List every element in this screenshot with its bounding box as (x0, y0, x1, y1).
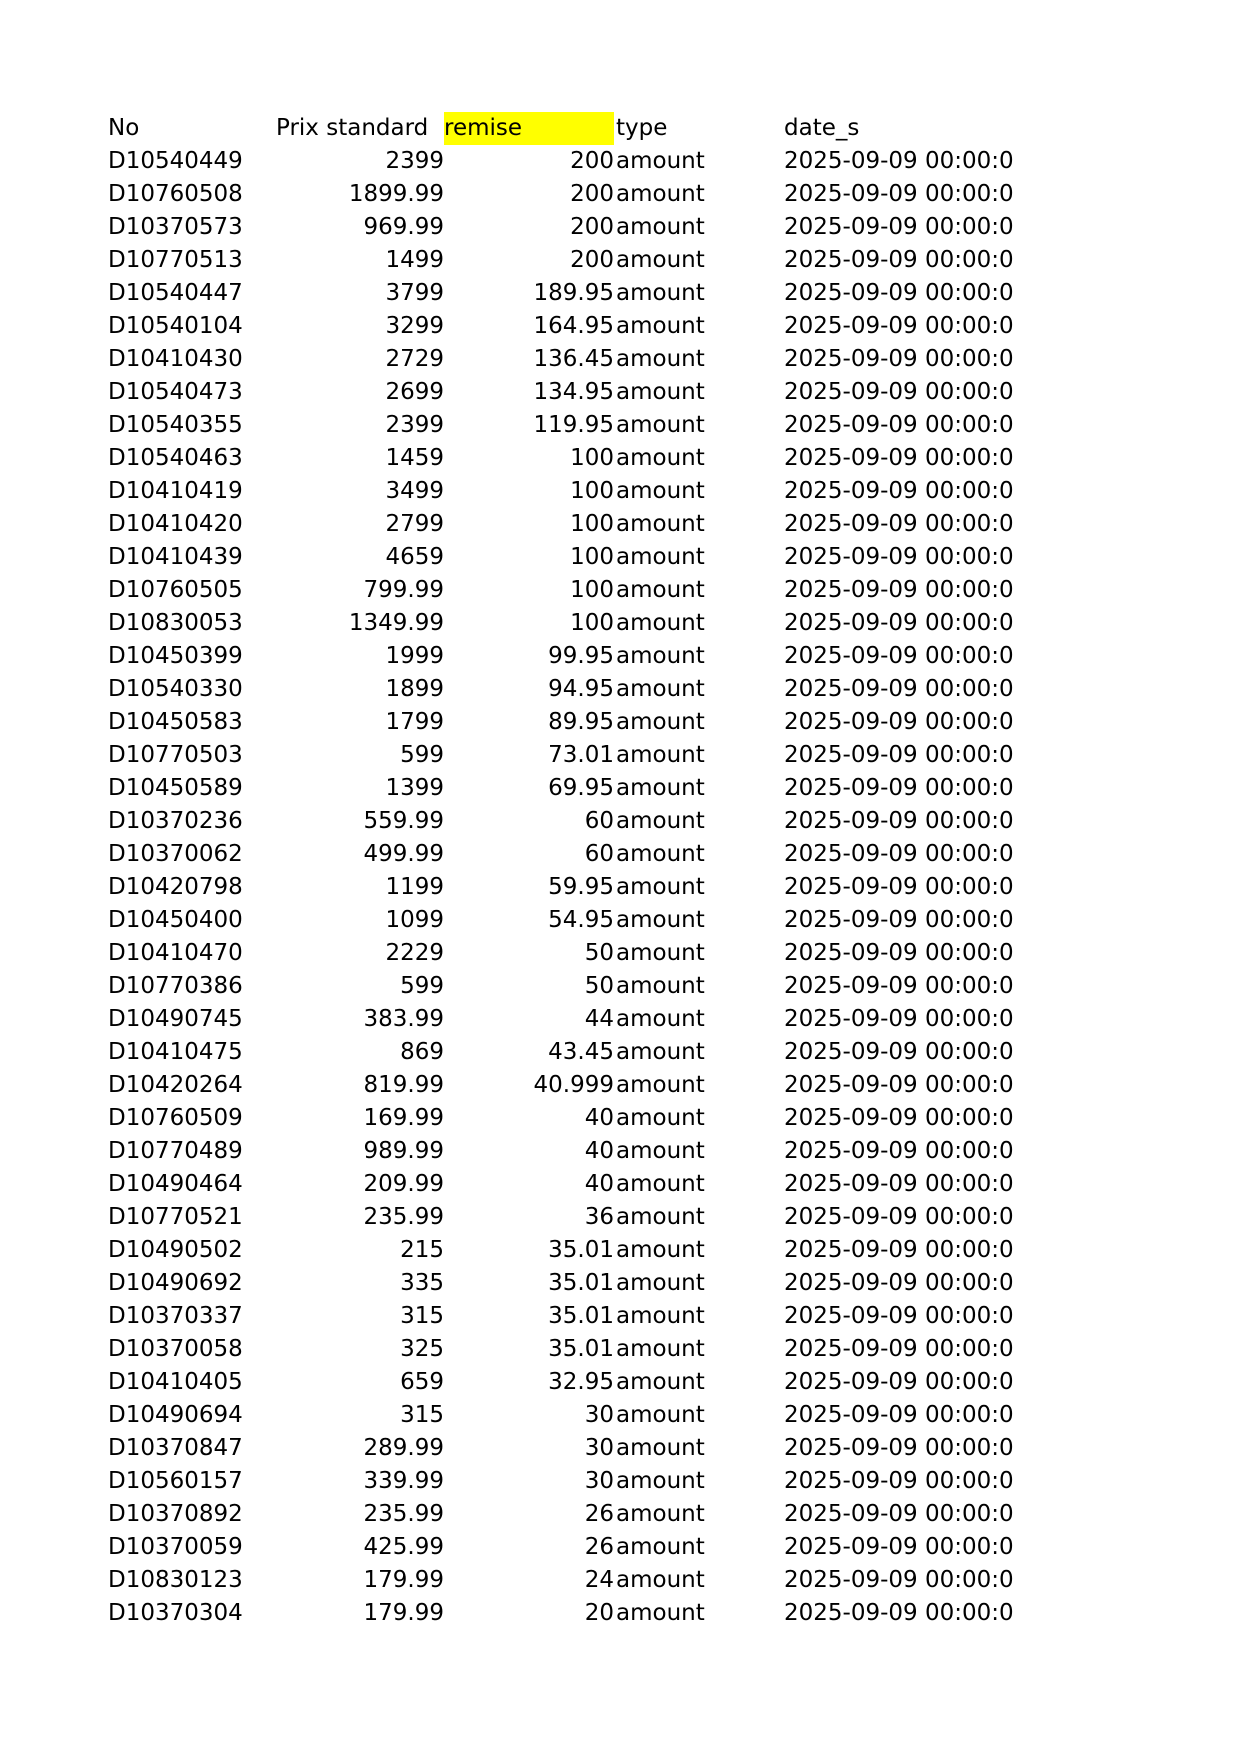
cell-type: amount (616, 412, 705, 438)
cell-date-s: 2025-09-09 00:00:0 (784, 1105, 1014, 1131)
cell-prix-standard: 235.99 (363, 1204, 444, 1230)
table-row (108, 310, 1028, 343)
cell-type: amount (616, 742, 705, 768)
cell-type: amount (616, 1006, 705, 1032)
cell-remise: 35.01 (548, 1270, 614, 1296)
cell-remise: 100 (570, 511, 614, 537)
table-row (108, 706, 1028, 739)
cell-remise: 40.999 (533, 1072, 614, 1098)
cell-prix-standard: 169.99 (363, 1105, 444, 1131)
cell-date-s: 2025-09-09 00:00:0 (784, 1435, 1014, 1461)
cell-date-s: 2025-09-09 00:00:0 (784, 1006, 1014, 1032)
table-row (108, 607, 1028, 640)
cell-no: D10540330 (108, 676, 243, 702)
cell-date-s: 2025-09-09 00:00:0 (784, 1402, 1014, 1428)
cell-no: D10760505 (108, 577, 243, 603)
cell-no: D10450400 (108, 907, 243, 933)
cell-type: amount (616, 214, 705, 240)
cell-remise: 26 (584, 1534, 614, 1560)
cell-remise: 69.95 (548, 775, 614, 801)
header-type: type (616, 115, 668, 141)
cell-no: D10450589 (108, 775, 243, 801)
table-row (108, 211, 1028, 244)
cell-prix-standard: 1799 (385, 709, 444, 735)
cell-type: amount (616, 1600, 705, 1626)
cell-no: D10540447 (108, 280, 243, 306)
cell-date-s: 2025-09-09 00:00:0 (784, 1336, 1014, 1362)
table-row (108, 1234, 1028, 1267)
cell-remise: 50 (584, 973, 614, 999)
cell-date-s: 2025-09-09 00:00:0 (784, 940, 1014, 966)
cell-type: amount (616, 874, 705, 900)
cell-remise: 30 (584, 1402, 614, 1428)
table-row (108, 409, 1028, 442)
cell-date-s: 2025-09-09 00:00:0 (784, 511, 1014, 537)
table-row (108, 1102, 1028, 1135)
table-row (108, 1366, 1028, 1399)
cell-date-s: 2025-09-09 00:00:0 (784, 544, 1014, 570)
cell-date-s: 2025-09-09 00:00:0 (784, 1303, 1014, 1329)
cell-remise: 164.95 (533, 313, 614, 339)
cell-date-s: 2025-09-09 00:00:0 (784, 412, 1014, 438)
table-row (108, 1597, 1028, 1630)
cell-no: D10370847 (108, 1435, 243, 1461)
cell-no: D10370062 (108, 841, 243, 867)
cell-type: amount (616, 1204, 705, 1230)
cell-no: D10420264 (108, 1072, 243, 1098)
cell-prix-standard: 499.99 (363, 841, 444, 867)
cell-prix-standard: 2229 (385, 940, 444, 966)
cell-date-s: 2025-09-09 00:00:0 (784, 907, 1014, 933)
cell-no: D10410420 (108, 511, 243, 537)
cell-no: D10370058 (108, 1336, 243, 1362)
cell-type: amount (616, 1270, 705, 1296)
cell-type: amount (616, 1237, 705, 1263)
cell-prix-standard: 2399 (385, 148, 444, 174)
cell-remise: 44 (584, 1006, 614, 1032)
table-row (108, 1300, 1028, 1333)
table-row (108, 1465, 1028, 1498)
cell-type: amount (616, 181, 705, 207)
cell-date-s: 2025-09-09 00:00:0 (784, 1270, 1014, 1296)
header-row (108, 112, 1028, 145)
cell-prix-standard: 3799 (385, 280, 444, 306)
cell-prix-standard: 799.99 (363, 577, 444, 603)
cell-no: D10420798 (108, 874, 243, 900)
cell-type: amount (616, 940, 705, 966)
cell-date-s: 2025-09-09 00:00:0 (784, 214, 1014, 240)
cell-date-s: 2025-09-09 00:00:0 (784, 445, 1014, 471)
cell-remise: 134.95 (533, 379, 614, 405)
cell-remise: 100 (570, 577, 614, 603)
cell-no: D10410430 (108, 346, 243, 372)
cell-type: amount (616, 577, 705, 603)
cell-remise: 24 (584, 1567, 614, 1593)
cell-prix-standard: 2729 (385, 346, 444, 372)
cell-date-s: 2025-09-09 00:00:0 (784, 1567, 1014, 1593)
cell-type: amount (616, 445, 705, 471)
table-row (108, 772, 1028, 805)
cell-prix-standard: 1499 (385, 247, 444, 273)
cell-date-s: 2025-09-09 00:00:0 (784, 1039, 1014, 1065)
cell-remise: 100 (570, 478, 614, 504)
cell-no: D10540355 (108, 412, 243, 438)
cell-no: D10370892 (108, 1501, 243, 1527)
cell-prix-standard: 339.99 (363, 1468, 444, 1494)
table-row (108, 1003, 1028, 1036)
cell-remise: 60 (584, 808, 614, 834)
cell-remise: 60 (584, 841, 614, 867)
cell-date-s: 2025-09-09 00:00:0 (784, 1204, 1014, 1230)
cell-no: D10410439 (108, 544, 243, 570)
table-row (108, 244, 1028, 277)
table-row (108, 1531, 1028, 1564)
table-row (108, 475, 1028, 508)
table-body (108, 145, 1028, 1630)
cell-date-s: 2025-09-09 00:00:0 (784, 1369, 1014, 1395)
cell-prix-standard: 2399 (385, 412, 444, 438)
cell-remise: 50 (584, 940, 614, 966)
cell-type: amount (616, 1435, 705, 1461)
table-row (108, 508, 1028, 541)
cell-date-s: 2025-09-09 00:00:0 (784, 577, 1014, 603)
cell-prix-standard: 209.99 (363, 1171, 444, 1197)
cell-type: amount (616, 346, 705, 372)
cell-prix-standard: 4659 (385, 544, 444, 570)
cell-type: amount (616, 676, 705, 702)
cell-remise: 136.45 (533, 346, 614, 372)
cell-date-s: 2025-09-09 00:00:0 (784, 313, 1014, 339)
cell-date-s: 2025-09-09 00:00:0 (784, 247, 1014, 273)
cell-no: D10540449 (108, 148, 243, 174)
cell-remise: 54.95 (548, 907, 614, 933)
cell-remise: 89.95 (548, 709, 614, 735)
cell-date-s: 2025-09-09 00:00:0 (784, 1171, 1014, 1197)
table-row (108, 277, 1028, 310)
table-row (108, 1069, 1028, 1102)
cell-remise: 20 (584, 1600, 614, 1626)
table-row (108, 1432, 1028, 1465)
cell-type: amount (616, 148, 705, 174)
cell-type: amount (616, 247, 705, 273)
cell-remise: 43.45 (548, 1039, 614, 1065)
table-row (108, 838, 1028, 871)
cell-prix-standard: 325 (400, 1336, 444, 1362)
cell-date-s: 2025-09-09 00:00:0 (784, 181, 1014, 207)
cell-remise: 35.01 (548, 1237, 614, 1263)
cell-no: D10540473 (108, 379, 243, 405)
cell-remise: 73.01 (548, 742, 614, 768)
cell-date-s: 2025-09-09 00:00:0 (784, 1237, 1014, 1263)
cell-date-s: 2025-09-09 00:00:0 (784, 808, 1014, 834)
header-remise: remise (444, 112, 614, 145)
table-row (108, 1036, 1028, 1069)
cell-type: amount (616, 280, 705, 306)
cell-date-s: 2025-09-09 00:00:0 (784, 643, 1014, 669)
cell-date-s: 2025-09-09 00:00:0 (784, 874, 1014, 900)
table-row (108, 1135, 1028, 1168)
cell-type: amount (616, 1303, 705, 1329)
cell-prix-standard: 335 (400, 1270, 444, 1296)
cell-type: amount (616, 1138, 705, 1164)
cell-prix-standard: 315 (400, 1303, 444, 1329)
cell-remise: 35.01 (548, 1303, 614, 1329)
cell-type: amount (616, 1039, 705, 1065)
cell-no: D10490745 (108, 1006, 243, 1032)
cell-prix-standard: 315 (400, 1402, 444, 1428)
cell-type: amount (616, 1534, 705, 1560)
cell-no: D10760508 (108, 181, 243, 207)
cell-prix-standard: 1899.99 (348, 181, 444, 207)
cell-remise: 119.95 (533, 412, 614, 438)
cell-remise: 100 (570, 445, 614, 471)
table-row (108, 1267, 1028, 1300)
cell-type: amount (616, 1369, 705, 1395)
cell-date-s: 2025-09-09 00:00:0 (784, 610, 1014, 636)
cell-type: amount (616, 478, 705, 504)
cell-type: amount (616, 808, 705, 834)
cell-prix-standard: 559.99 (363, 808, 444, 834)
cell-no: D10770513 (108, 247, 243, 273)
cell-date-s: 2025-09-09 00:00:0 (784, 1072, 1014, 1098)
cell-no: D10370337 (108, 1303, 243, 1329)
cell-prix-standard: 1899 (385, 676, 444, 702)
table-row (108, 937, 1028, 970)
cell-remise: 200 (570, 247, 614, 273)
cell-prix-standard: 869 (400, 1039, 444, 1065)
cell-prix-standard: 1999 (385, 643, 444, 669)
cell-prix-standard: 235.99 (363, 1501, 444, 1527)
cell-prix-standard: 179.99 (363, 1600, 444, 1626)
header-date-s: date_s (784, 115, 860, 141)
cell-prix-standard: 659 (400, 1369, 444, 1395)
cell-prix-standard: 1459 (385, 445, 444, 471)
cell-no: D10490464 (108, 1171, 243, 1197)
cell-no: D10540104 (108, 313, 243, 339)
table-row (108, 541, 1028, 574)
cell-prix-standard: 819.99 (363, 1072, 444, 1098)
cell-date-s: 2025-09-09 00:00:0 (784, 676, 1014, 702)
cell-no: D10370304 (108, 1600, 243, 1626)
cell-no: D10770503 (108, 742, 243, 768)
cell-type: amount (616, 1105, 705, 1131)
cell-date-s: 2025-09-09 00:00:0 (784, 1501, 1014, 1527)
table-row (108, 1399, 1028, 1432)
cell-remise: 30 (584, 1468, 614, 1494)
cell-prix-standard: 599 (400, 742, 444, 768)
cell-date-s: 2025-09-09 00:00:0 (784, 280, 1014, 306)
table-row (108, 178, 1028, 211)
table-row (108, 871, 1028, 904)
cell-no: D10370236 (108, 808, 243, 834)
cell-prix-standard: 3299 (385, 313, 444, 339)
cell-prix-standard: 2799 (385, 511, 444, 537)
table-row (108, 145, 1028, 178)
cell-date-s: 2025-09-09 00:00:0 (784, 379, 1014, 405)
cell-no: D10450399 (108, 643, 243, 669)
cell-no: D10560157 (108, 1468, 243, 1494)
cell-type: amount (616, 544, 705, 570)
cell-no: D10760509 (108, 1105, 243, 1131)
cell-remise: 40 (584, 1138, 614, 1164)
cell-date-s: 2025-09-09 00:00:0 (784, 1468, 1014, 1494)
cell-type: amount (616, 1402, 705, 1428)
cell-no: D10490694 (108, 1402, 243, 1428)
cell-prix-standard: 599 (400, 973, 444, 999)
cell-date-s: 2025-09-09 00:00:0 (784, 346, 1014, 372)
cell-remise: 32.95 (548, 1369, 614, 1395)
cell-type: amount (616, 511, 705, 537)
table-row (108, 673, 1028, 706)
cell-no: D10830123 (108, 1567, 243, 1593)
table-row (108, 739, 1028, 772)
table-row (108, 640, 1028, 673)
cell-type: amount (616, 313, 705, 339)
table-row (108, 1498, 1028, 1531)
cell-prix-standard: 425.99 (363, 1534, 444, 1560)
cell-prix-standard: 1399 (385, 775, 444, 801)
cell-remise: 40 (584, 1171, 614, 1197)
cell-remise: 40 (584, 1105, 614, 1131)
cell-no: D10410419 (108, 478, 243, 504)
cell-type: amount (616, 1567, 705, 1593)
header-no: No (108, 115, 140, 141)
cell-no: D10410405 (108, 1369, 243, 1395)
cell-date-s: 2025-09-09 00:00:0 (784, 841, 1014, 867)
cell-type: amount (616, 841, 705, 867)
cell-prix-standard: 1349.99 (348, 610, 444, 636)
header-prix-standard: Prix standard (276, 115, 429, 141)
cell-no: D10540463 (108, 445, 243, 471)
cell-date-s: 2025-09-09 00:00:0 (784, 1534, 1014, 1560)
cell-remise: 35.01 (548, 1336, 614, 1362)
cell-no: D10490692 (108, 1270, 243, 1296)
cell-type: amount (616, 1501, 705, 1527)
cell-date-s: 2025-09-09 00:00:0 (784, 742, 1014, 768)
cell-date-s: 2025-09-09 00:00:0 (784, 973, 1014, 999)
cell-type: amount (616, 1468, 705, 1494)
cell-type: amount (616, 1171, 705, 1197)
cell-date-s: 2025-09-09 00:00:0 (784, 148, 1014, 174)
table-row (108, 805, 1028, 838)
cell-type: amount (616, 610, 705, 636)
table-row (108, 442, 1028, 475)
cell-prix-standard: 989.99 (363, 1138, 444, 1164)
cell-no: D10770521 (108, 1204, 243, 1230)
table-row (108, 904, 1028, 937)
cell-type: amount (616, 1336, 705, 1362)
table-row (108, 970, 1028, 1003)
cell-no: D10770386 (108, 973, 243, 999)
cell-prix-standard: 179.99 (363, 1567, 444, 1593)
cell-no: D10410470 (108, 940, 243, 966)
cell-remise: 100 (570, 544, 614, 570)
cell-remise: 26 (584, 1501, 614, 1527)
cell-type: amount (616, 973, 705, 999)
cell-type: amount (616, 1072, 705, 1098)
cell-no: D10370573 (108, 214, 243, 240)
cell-prix-standard: 969.99 (363, 214, 444, 240)
cell-type: amount (616, 907, 705, 933)
cell-remise: 99.95 (548, 643, 614, 669)
table-row (108, 1201, 1028, 1234)
cell-no: D10370059 (108, 1534, 243, 1560)
cell-prix-standard: 289.99 (363, 1435, 444, 1461)
cell-prix-standard: 215 (400, 1237, 444, 1263)
table-row (108, 574, 1028, 607)
cell-date-s: 2025-09-09 00:00:0 (784, 775, 1014, 801)
cell-remise: 200 (570, 214, 614, 240)
cell-prix-standard: 1099 (385, 907, 444, 933)
cell-prix-standard: 2699 (385, 379, 444, 405)
cell-prix-standard: 383.99 (363, 1006, 444, 1032)
cell-date-s: 2025-09-09 00:00:0 (784, 1138, 1014, 1164)
cell-no: D10450583 (108, 709, 243, 735)
cell-no: D10830053 (108, 610, 243, 636)
cell-no: D10410475 (108, 1039, 243, 1065)
spreadsheet-page (108, 112, 1028, 1630)
cell-no: D10490502 (108, 1237, 243, 1263)
table-row (108, 1564, 1028, 1597)
cell-remise: 36 (584, 1204, 614, 1230)
cell-no: D10770489 (108, 1138, 243, 1164)
cell-date-s: 2025-09-09 00:00:0 (784, 709, 1014, 735)
cell-date-s: 2025-09-09 00:00:0 (784, 1600, 1014, 1626)
cell-remise: 200 (570, 181, 614, 207)
cell-remise: 94.95 (548, 676, 614, 702)
cell-prix-standard: 3499 (385, 478, 444, 504)
table-row (108, 1333, 1028, 1366)
table-row (108, 1168, 1028, 1201)
cell-type: amount (616, 775, 705, 801)
cell-remise: 100 (570, 610, 614, 636)
cell-remise: 30 (584, 1435, 614, 1461)
cell-type: amount (616, 379, 705, 405)
table-row (108, 343, 1028, 376)
cell-remise: 200 (570, 148, 614, 174)
cell-date-s: 2025-09-09 00:00:0 (784, 478, 1014, 504)
cell-prix-standard: 1199 (385, 874, 444, 900)
cell-type: amount (616, 643, 705, 669)
cell-type: amount (616, 709, 705, 735)
table-row (108, 376, 1028, 409)
cell-remise: 189.95 (533, 280, 614, 306)
cell-remise: 59.95 (548, 874, 614, 900)
